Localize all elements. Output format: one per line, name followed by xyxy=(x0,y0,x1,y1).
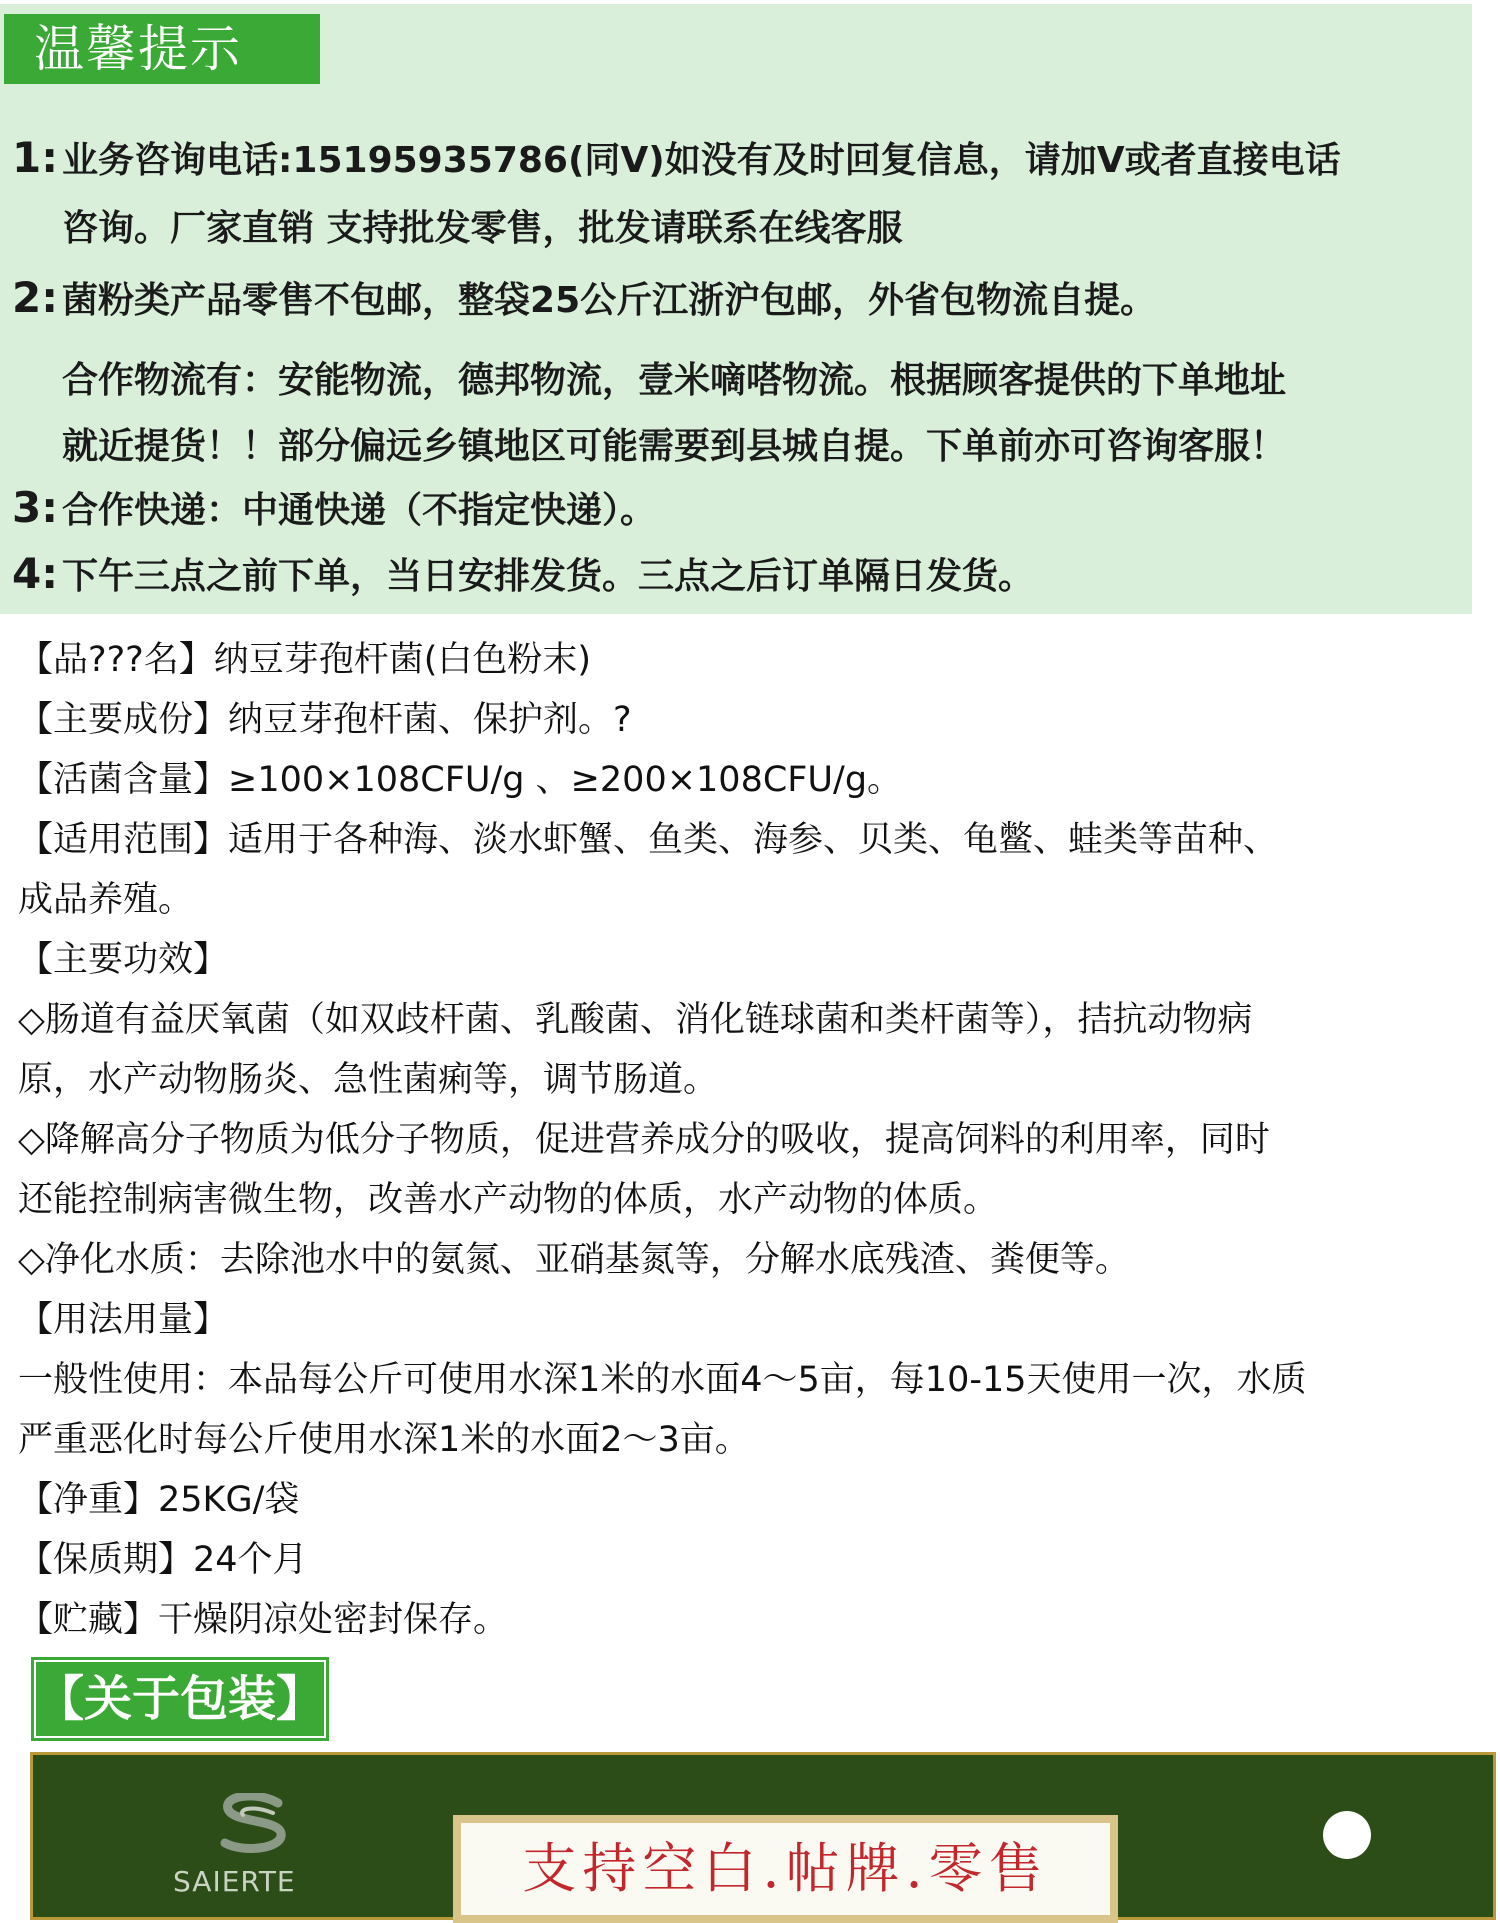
tip-2-line1: 菌粉类产品零售不包邮，整袋25公斤江浙沪包邮，外省包物流自提。 xyxy=(62,280,1157,321)
info-line-usage-cont: 严重恶化时每公斤使用水深1米的水面2～3亩。 xyxy=(18,1420,750,1460)
tip-4 xyxy=(12,548,1034,599)
info-line-scope: 【适用范围】适用于各种海、淡水虾蟹、鱼类、海参、贝类、龟鳖、蛙类等苗种、 xyxy=(18,820,1279,860)
info-line-ingredients: 【主要成份】纳豆芽孢杆菌、保护剂。? xyxy=(18,700,632,740)
info-line-effect-3: ◇净化水质：去除池水中的氨氮、亚硝基氮等，分解水底残渣、粪便等。 xyxy=(18,1240,1130,1280)
slogan-text: 支持空白.帖牌.零售 xyxy=(461,1823,1110,1915)
tip-4-line1: 下午三点之前下单，当日安排发货。三点之后订单隔日发货。 xyxy=(62,556,1035,597)
tip-2-line3: 就近提货！！部分偏远乡镇地区可能需要到县城自提。下单前亦可咨询客服！ xyxy=(62,426,1287,467)
info-line-weight: 【净重】25KG/袋 xyxy=(18,1480,300,1520)
info-line-shelf-life: 【保质期】24个月 xyxy=(18,1540,308,1580)
tip-1-line1: 业务咨询电话:15195935786(同V)如没有及时回复信息，请加V或者直接电话 xyxy=(62,140,1341,181)
packaging-banner xyxy=(30,1752,1496,1920)
info-line-effects-heading: 【主要功效】 xyxy=(18,940,229,980)
tip-2-line2: 合作物流有：安能物流，德邦物流，壹米嘀嗒物流。根据顾客提供的下单地址 xyxy=(62,360,1287,401)
logo-text: SAIERTE xyxy=(173,1865,296,1898)
slogan-frame xyxy=(453,1815,1118,1923)
tip-2 xyxy=(12,272,1156,323)
info-line-scope-cont: 成品养殖。 xyxy=(18,880,194,920)
tips-title: 温馨提示 xyxy=(4,14,320,84)
info-line-name: 【品???名】纳豆芽孢杆菌(白色粉末) xyxy=(18,640,592,680)
tip-3 xyxy=(12,482,656,533)
info-line-effect-2: ◇降解高分子物质为低分子物质，促进营养成分的吸收，提高饲料的利用率，同时 xyxy=(18,1120,1270,1160)
info-line-usage: 一般性使用：本品每公斤可使用水深1米的水面4～5亩，每10-15天使用一次，水质 xyxy=(18,1360,1307,1400)
info-line-effect-1-cont: 原，水产动物肠炎、急性菌痢等，调节肠道。 xyxy=(18,1060,719,1100)
tips-panel xyxy=(0,4,1472,614)
tip-2-number: 2: xyxy=(12,273,59,322)
tip-1-number: 1: xyxy=(12,133,59,182)
bag-hole-icon xyxy=(1323,1811,1371,1859)
tip-3-line1: 合作快递：中通快递（不指定快递）。 xyxy=(62,490,657,531)
tip-4-number: 4: xyxy=(12,549,59,598)
info-line-usage-heading: 【用法用量】 xyxy=(18,1300,229,1340)
packaging-title: 【关于包装】 xyxy=(34,1660,326,1738)
info-line-storage: 【贮藏】干燥阴凉处密封保存。 xyxy=(18,1600,509,1640)
tip-3-number: 3: xyxy=(12,483,59,532)
info-line-content: 【活菌含量】≥100×108CFU/g 、≥200×108CFU/g。 xyxy=(18,760,903,800)
info-line-effect-2-cont: 还能控制病害微生物，改善水产动物的体质，水产动物的体质。 xyxy=(18,1180,999,1220)
info-line-effect-1: ◇肠道有益厌氧菌（如双歧杆菌、乳酸菌、消化链球菌和类杆菌等），拮抗动物病 xyxy=(18,1000,1253,1040)
tip-1-line2: 咨询。厂家直销 支持批发零售，批发请联系在线客服 xyxy=(62,208,903,249)
tip-1 xyxy=(12,132,1341,183)
saierte-logo-icon xyxy=(203,1793,303,1853)
